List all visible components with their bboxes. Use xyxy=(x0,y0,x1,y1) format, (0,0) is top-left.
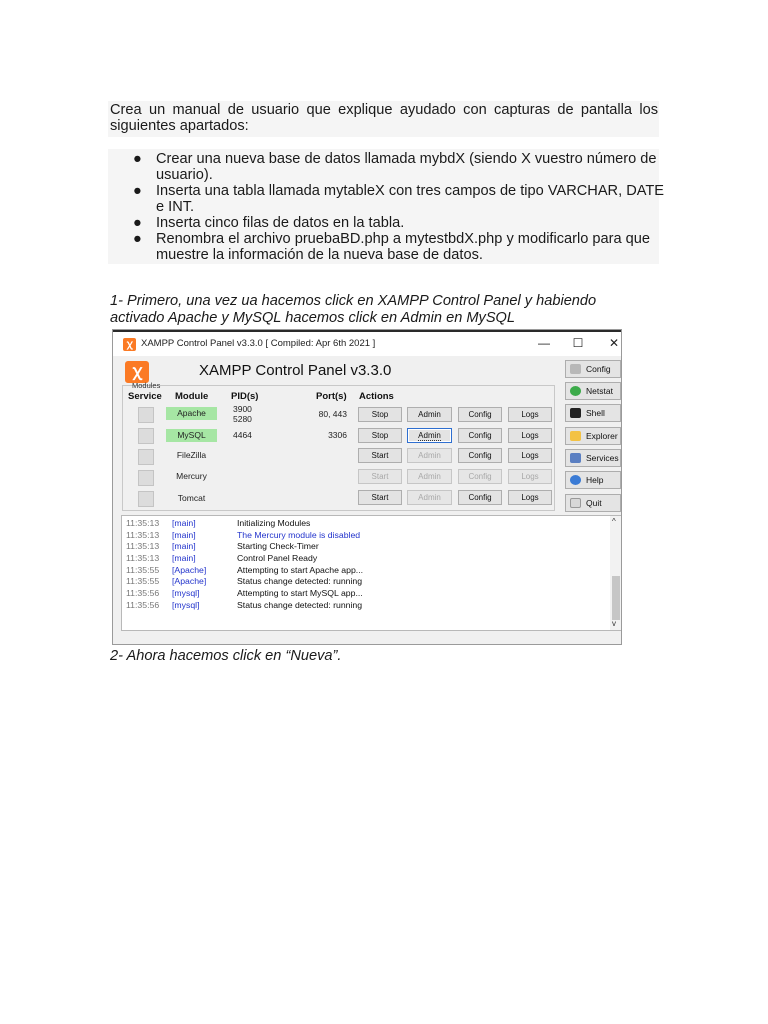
log-row xyxy=(126,518,310,530)
help-button[interactable] xyxy=(565,471,621,489)
admin-button[interactable] xyxy=(407,428,452,443)
side-config-button[interactable] xyxy=(565,360,621,378)
start-button: Start xyxy=(358,469,402,484)
step-1-text: 1- Primero, una vez ua hacemos click en XAMPP Control Panel y habiendo activado Apache y MySQL hacemos click en Admin en MySQL xyxy=(110,293,597,326)
netstat-button[interactable] xyxy=(565,382,621,400)
logs-button[interactable]: Logs xyxy=(508,407,552,422)
admin-button: Admin xyxy=(407,448,452,463)
pid-2: 5280 xyxy=(233,414,252,424)
log-time: 11:35:13 xyxy=(126,530,160,540)
config-button[interactable]: Config xyxy=(458,490,502,505)
log-module: [mysql] xyxy=(172,600,200,610)
log-row xyxy=(126,541,319,553)
title-bar xyxy=(113,332,621,356)
side-config-label: Config xyxy=(586,364,611,374)
start-button[interactable]: Start xyxy=(358,448,402,463)
list-item-text: Crear una nueva base de datos llamada mybdX (siendo X vuestro número de usuario). xyxy=(156,151,657,183)
log-row xyxy=(126,565,363,577)
port-value: 3306 xyxy=(328,430,347,440)
log-row xyxy=(126,553,317,565)
logs-button: Logs xyxy=(508,469,552,484)
log-time: 11:35:55 xyxy=(126,565,160,575)
header-service: Service xyxy=(128,391,162,402)
list-item xyxy=(110,151,670,183)
maximize-button[interactable]: ☐ xyxy=(572,336,584,350)
bullet: ● xyxy=(133,183,142,199)
logs-button[interactable]: Logs xyxy=(508,490,552,505)
globe-icon xyxy=(570,386,581,396)
scroll-down-arrow-icon[interactable]: v xyxy=(612,619,616,629)
log-module: [mysql] xyxy=(172,588,200,598)
log-message: Initializing Modules xyxy=(237,518,311,528)
bullet: ● xyxy=(133,215,142,231)
services-label: Services xyxy=(586,453,619,463)
window-title: XAMPP Control Panel v3.3.0 [ Compiled: Apr 6th 2021 ] xyxy=(141,338,376,349)
list-item-text: Inserta cinco filas de datos en la tabla. xyxy=(156,215,405,231)
log-time: 11:35:13 xyxy=(126,553,160,563)
log-row xyxy=(126,530,360,542)
help-label: Help xyxy=(586,475,604,485)
minimize-button[interactable]: — xyxy=(538,336,550,350)
log-message: Attempting to start Apache app... xyxy=(237,565,364,575)
pid-1: 3900 xyxy=(233,404,252,414)
log-module: [main] xyxy=(172,553,196,563)
admin-button[interactable]: Admin xyxy=(407,407,452,422)
quit-button[interactable] xyxy=(565,494,621,512)
bullet: ● xyxy=(133,231,142,247)
services-icon xyxy=(570,453,581,463)
intro-line-2: siguientes apartados: xyxy=(110,118,249,134)
module-name: FileZilla xyxy=(176,450,207,460)
xampp-window xyxy=(112,329,622,645)
shell-button[interactable] xyxy=(565,404,621,422)
close-button[interactable]: ✕ xyxy=(608,336,620,350)
scroll-up-arrow-icon[interactable]: ^ xyxy=(612,517,616,526)
log-row xyxy=(126,600,362,612)
module-name: MySQL xyxy=(166,429,217,442)
service-checkbox[interactable] xyxy=(138,407,154,423)
pid-value: 4464 xyxy=(233,430,252,440)
quit-label: Quit xyxy=(586,498,602,508)
list-item xyxy=(110,231,670,263)
log-message: Attempting to start MySQL app... xyxy=(237,588,363,598)
header-pids: PID(s) xyxy=(231,391,259,402)
log-module: [main] xyxy=(172,541,196,551)
pid-value xyxy=(233,404,252,424)
log-message: Status change detected: running xyxy=(237,600,363,610)
config-button: Config xyxy=(458,469,502,484)
service-checkbox[interactable] xyxy=(138,470,154,486)
header-actions: Actions xyxy=(359,391,394,402)
bullet: ● xyxy=(133,151,142,167)
help-icon xyxy=(570,475,581,485)
service-checkbox[interactable] xyxy=(138,449,154,465)
log-time: 11:35:55 xyxy=(126,576,160,586)
logs-button[interactable]: Logs xyxy=(508,448,552,463)
netstat-label: Netstat xyxy=(586,386,613,396)
log-module: [main] xyxy=(172,518,196,528)
module-name: Apache xyxy=(166,407,217,420)
service-checkbox[interactable] xyxy=(138,491,154,507)
log-time: 11:35:13 xyxy=(126,518,160,528)
modules-label: Modules xyxy=(132,381,161,390)
explorer-button[interactable] xyxy=(565,427,621,445)
logs-button[interactable]: Logs xyxy=(508,428,552,443)
admin-label: Admin xyxy=(418,431,441,440)
list-item-text: Inserta una tabla llamada mytableX con tres campos de tipo VARCHAR, DATE e INT. xyxy=(156,183,665,215)
intro-line-1: Crea un manual de usuario que explique ayudado con capturas de pantalla los xyxy=(110,102,658,118)
stop-button[interactable]: Stop xyxy=(358,407,402,422)
xampp-app-icon: ꭓ xyxy=(123,338,136,351)
log-time: 11:35:56 xyxy=(126,588,160,598)
services-button[interactable] xyxy=(565,449,621,467)
admin-button: Admin xyxy=(407,469,452,484)
log-module: [Apache] xyxy=(172,576,207,586)
log-message: Control Panel Ready xyxy=(237,553,318,563)
wrench-icon xyxy=(570,364,581,374)
config-button[interactable]: Config xyxy=(458,407,502,422)
header-ports: Port(s) xyxy=(316,391,347,402)
log-module: [Apache] xyxy=(172,565,207,575)
panel-title: XAMPP Control Panel v3.3.0 xyxy=(199,362,392,379)
config-button[interactable]: Config xyxy=(458,428,502,443)
intro-paragraph xyxy=(110,102,658,134)
list-item-text: Renombra el archivo pruebaBD.php a mytestbdX.php y modificarlo para que muestre la información de la nueva base de datos. xyxy=(156,231,651,263)
log-row xyxy=(126,576,362,588)
header-module: Module xyxy=(175,391,209,402)
log-time: 11:35:13 xyxy=(126,541,160,551)
log-message: Starting Check-Timer xyxy=(237,541,319,551)
service-checkbox[interactable] xyxy=(138,428,154,444)
log-message: The Mercury module is disabled xyxy=(237,530,361,540)
module-name: Mercury xyxy=(176,471,207,481)
log-message: Status change detected: running xyxy=(237,576,363,586)
quit-icon xyxy=(570,498,581,508)
xampp-logo-icon: ꭓ xyxy=(125,361,149,383)
config-button[interactable]: Config xyxy=(458,448,502,463)
list-item xyxy=(110,215,670,231)
explorer-label: Explorer xyxy=(586,431,618,441)
port-value: 80, 443 xyxy=(318,409,347,419)
list-item xyxy=(110,183,670,215)
stop-button[interactable]: Stop xyxy=(358,428,402,443)
folder-icon xyxy=(570,431,581,441)
log-row xyxy=(126,588,363,600)
log-module: [main] xyxy=(172,530,196,540)
step-2-text: 2- Ahora hacemos click en “Nueva”. xyxy=(110,648,342,664)
scroll-thumb[interactable] xyxy=(612,576,620,620)
task-list xyxy=(110,151,670,263)
module-name: Tomcat xyxy=(177,493,206,503)
shell-label: Shell xyxy=(586,408,605,418)
log-panel[interactable] xyxy=(121,515,622,631)
admin-button: Admin xyxy=(407,490,452,505)
log-scrollbar[interactable] xyxy=(610,516,622,630)
terminal-icon xyxy=(570,408,581,418)
start-button[interactable]: Start xyxy=(358,490,402,505)
log-time: 11:35:56 xyxy=(126,600,160,610)
